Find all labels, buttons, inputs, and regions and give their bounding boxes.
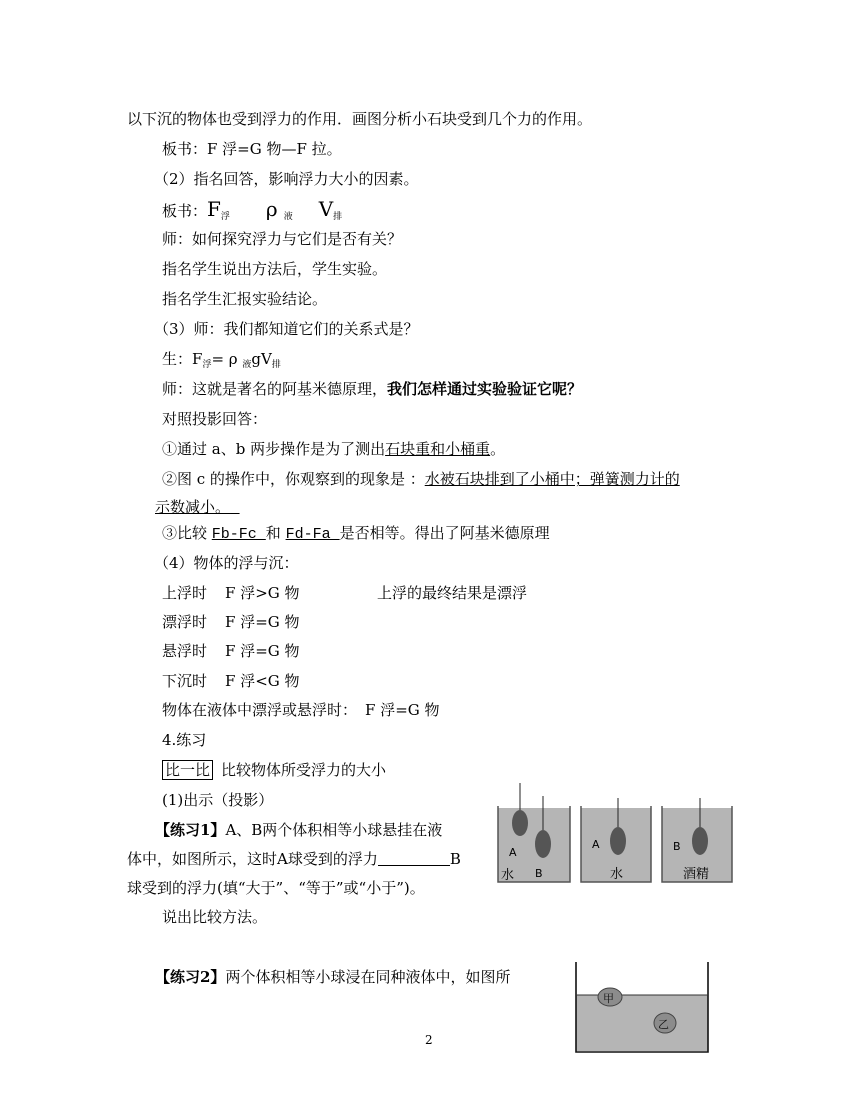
state: 上浮时 — [162, 584, 208, 602]
beaker-1 — [498, 783, 570, 883]
liquid-label: 水 — [501, 868, 515, 883]
text-line: 球受到的浮力(填“大于”、“等于”或“小于”)。 — [127, 879, 425, 897]
symbol-f: F — [207, 197, 221, 221]
text-line: 板书：F 浮=G 物—F 拉。 — [162, 140, 342, 158]
subscript: 排 — [271, 360, 281, 370]
text-line — [162, 612, 300, 632]
label-b: B — [535, 867, 543, 880]
label-a: A — [509, 846, 517, 859]
label-b: B — [673, 840, 681, 853]
text-line — [127, 849, 461, 869]
ball-b — [535, 830, 551, 858]
relation: F 浮=G 物 — [365, 701, 440, 719]
liquid-fill — [576, 995, 708, 1051]
text-line — [162, 583, 300, 603]
text-line — [162, 439, 505, 459]
ball-a — [512, 810, 528, 836]
answer: 示数减小。 — [155, 498, 231, 516]
label-yi: 乙 — [658, 1018, 669, 1031]
symbol-rho: ρ — [265, 197, 278, 221]
relation: F 浮=G 物 — [225, 613, 300, 631]
text: B — [449, 850, 461, 868]
figure-container — [572, 960, 712, 1055]
equals-rho: = ρ — [211, 350, 243, 368]
relation: F 浮>G 物 — [225, 584, 300, 602]
subscript: 排 — [333, 212, 343, 222]
text: 是否相等。得出了阿基米德原理 — [339, 524, 550, 542]
text: 。 — [490, 440, 506, 458]
text-line: 说出比较方法。 — [162, 908, 268, 926]
subscript: 液 — [283, 212, 293, 222]
symbol-gv: gV — [251, 350, 272, 368]
label: 板书： — [162, 202, 208, 220]
text-line — [162, 469, 680, 489]
answer: 石块重和小桶重 — [385, 440, 491, 458]
formula-line — [162, 349, 281, 375]
text: 物体在液体中漂浮或悬浮时： — [162, 701, 358, 719]
text: 和 — [265, 524, 286, 542]
text-line: (1)出示（投影） — [162, 791, 274, 809]
state: 漂浮时 — [162, 613, 208, 631]
state: 悬浮时 — [162, 642, 208, 660]
label-jia: 甲 — [603, 992, 614, 1005]
state: 下沉时 — [162, 672, 208, 690]
text-line — [162, 523, 550, 545]
subscript: 液 — [242, 360, 252, 370]
boxed-label: 比一比 — [162, 760, 213, 780]
beaker-2 — [581, 798, 651, 882]
text: ②图 c 的操作中，你观察到的现象是 ： — [162, 470, 425, 488]
page-number: 2 — [425, 1033, 433, 1047]
relation: F 浮=G 物 — [225, 642, 300, 660]
text: ③比较 — [162, 524, 212, 542]
expression: Fd-Fa — [285, 526, 340, 543]
liquid-label: 水 — [610, 867, 624, 882]
text-line: 对照投影回答： — [162, 410, 268, 428]
exercise-tag: 【练习1】 — [155, 821, 226, 839]
section-heading: 4.练习 — [162, 731, 207, 749]
text: 比较物体所受浮力的大小 — [221, 761, 387, 779]
text: 两个体积相等小球浸在同种液体中，如图所 — [225, 968, 511, 986]
text-line — [155, 497, 240, 517]
beaker-3 — [662, 798, 732, 882]
bold-question: 我们怎样通过实验验证它呢？ — [387, 380, 583, 398]
text: ①通过 a、b 两步操作是为了测出 — [162, 440, 386, 458]
figure-beakers — [495, 778, 735, 888]
text-line: （3）师：我们都知道它们的关系式是？ — [154, 320, 419, 338]
text-line — [162, 199, 342, 227]
text-line — [162, 700, 440, 720]
note: 上浮的最终结果是漂浮 — [377, 584, 528, 602]
exercise-tag: 【练习2】 — [155, 968, 226, 986]
text-line: （2）指名回答，影响浮力大小的因素。 — [154, 170, 419, 188]
text: A、B两个体积相等小球悬挂在液 — [225, 821, 443, 839]
subscript: 浮 — [220, 212, 230, 222]
text-line — [162, 671, 300, 691]
label: 生： — [162, 350, 193, 368]
text-line — [155, 820, 442, 840]
text-line: 指名学生说出方法后，学生实验。 — [162, 260, 388, 278]
symbol-f: F — [192, 350, 203, 368]
ball-b — [692, 827, 708, 855]
text: 体中，如图所示，这时A球受到的浮力 — [127, 850, 378, 868]
text: 师：这就是著名的阿基米德原理， — [162, 380, 388, 398]
text-line: （4）物体的浮与沉： — [154, 554, 299, 572]
text-line: 以下沉的物体也受到浮力的作用．画图分析小石块受到几个力的作用。 — [127, 110, 593, 128]
text-line — [162, 379, 582, 399]
text-line — [162, 641, 300, 661]
ball-a — [610, 827, 626, 855]
answer-blank[interactable] — [378, 851, 450, 866]
symbol-v: V — [318, 197, 334, 221]
label-a: A — [592, 838, 600, 851]
text-line: 指名学生汇报实验结论。 — [162, 290, 328, 308]
text-line — [155, 967, 510, 987]
expression: Fb-Fc — [211, 526, 266, 543]
liquid-label: 酒精 — [683, 867, 710, 882]
answer: 水被石块排到了小桶中；弹簧测力计的 — [424, 470, 680, 488]
subscript: 浮 — [202, 360, 212, 370]
relation: F 浮<G 物 — [225, 672, 300, 690]
text-line — [162, 760, 386, 780]
text-line: 师：如何探究浮力与它们是否有关？ — [162, 230, 403, 248]
